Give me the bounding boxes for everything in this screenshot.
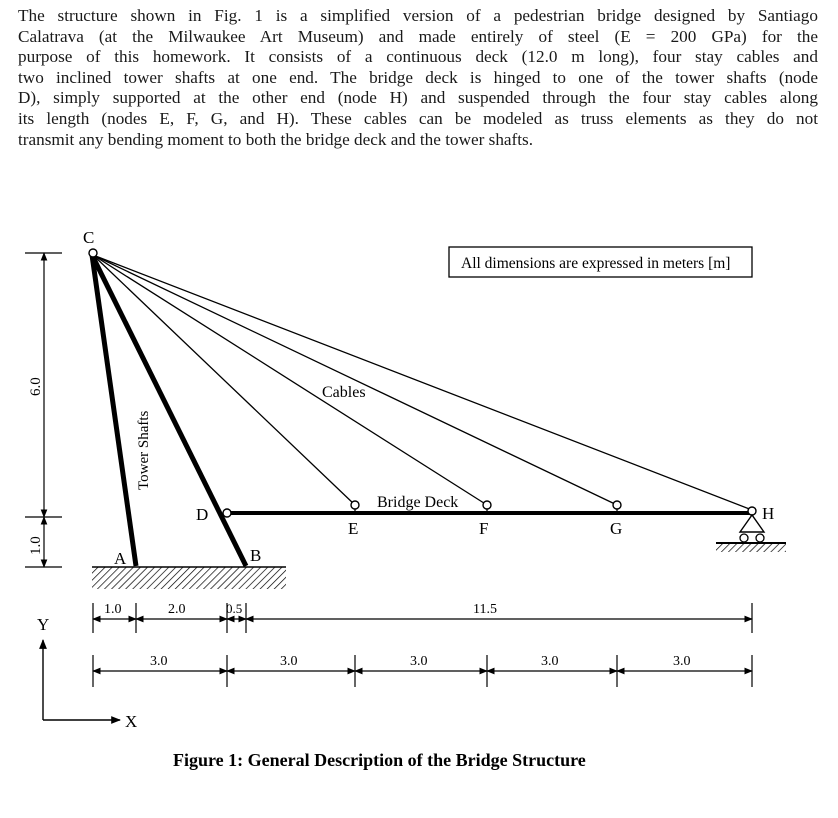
tower-shafts-label: Tower Shafts xyxy=(136,410,152,490)
dim-bottom-1: 3.0 xyxy=(150,654,168,669)
node-e-hinge xyxy=(351,501,359,509)
y-axis-label: Y xyxy=(37,615,50,634)
node-label-g: G xyxy=(610,519,623,538)
dim-top-2: 2.0 xyxy=(168,602,186,617)
node-label-e: E xyxy=(348,519,359,538)
cables-label: Cables xyxy=(322,384,366,401)
node-d-hinge xyxy=(223,509,231,517)
cable-ch xyxy=(93,255,752,510)
xy-axes xyxy=(43,640,120,720)
stay-cables xyxy=(93,255,752,510)
paragraph-line: its length (nodes E, F, G, and H). These cables can be modeled as truss elements as they do not xyxy=(18,108,818,128)
vertical-dimensions xyxy=(25,253,62,567)
paragraph-line: two inclined tower shafts at one end. The bridge deck is hinged to one of the tower shafts (node xyxy=(18,67,818,87)
x-axis-label: X xyxy=(125,712,138,731)
figure-caption: Figure 1: General Description of the Bridge Structure xyxy=(173,750,586,770)
dim-offset: 1.0 xyxy=(28,536,44,555)
dim-bottom-3: 3.0 xyxy=(410,654,428,669)
paragraph-line: transmit any bending moment to both the bridge deck and the tower shafts. xyxy=(18,129,534,149)
node-label-a: A xyxy=(114,549,127,568)
paragraph-line: Calatrava (at the Milwaukee Art Museum) and made entirely of steel (E = 200 GPa) for the xyxy=(18,26,818,46)
node-label-c: C xyxy=(83,228,95,247)
cable-cg xyxy=(93,255,617,505)
dim-height: 6.0 xyxy=(28,377,44,396)
paragraph-line: The structure shown in Fig. 1 is a simplified version of a pedestrian bridge designed by Santiago xyxy=(18,6,818,25)
dim-top-4: 11.5 xyxy=(473,602,497,617)
dim-bottom-2: 3.0 xyxy=(280,654,298,669)
node-label-b: B xyxy=(250,546,262,565)
dim-top-3: 0.5 xyxy=(226,601,243,616)
node-label-f: F xyxy=(479,519,489,538)
node-f-hinge xyxy=(483,501,491,509)
bridge-deck-label: Bridge Deck xyxy=(377,494,459,511)
paragraph-line: purpose of this homework. It consists of a continuous deck (12.0 m long), four stay cables and xyxy=(18,47,818,67)
dimension-note: All dimensions are expressed in meters [m] xyxy=(461,255,731,272)
dim-top-1: 1.0 xyxy=(104,602,122,617)
dim-bottom-5: 3.0 xyxy=(673,654,691,669)
dim-bottom-4: 3.0 xyxy=(541,654,559,669)
roller-support xyxy=(716,515,786,552)
node-label-h: H xyxy=(762,504,775,523)
node-g-hinge xyxy=(613,501,621,509)
ground-hatch xyxy=(92,567,286,589)
paragraph-line: D), simply supported at the other end (node H) and suspended through the four stay cables along xyxy=(18,88,818,108)
node-label-d: D xyxy=(196,505,209,524)
cable-ce xyxy=(93,255,355,505)
horizontal-dimensions-top xyxy=(93,603,752,633)
node-c-hinge xyxy=(89,249,97,257)
